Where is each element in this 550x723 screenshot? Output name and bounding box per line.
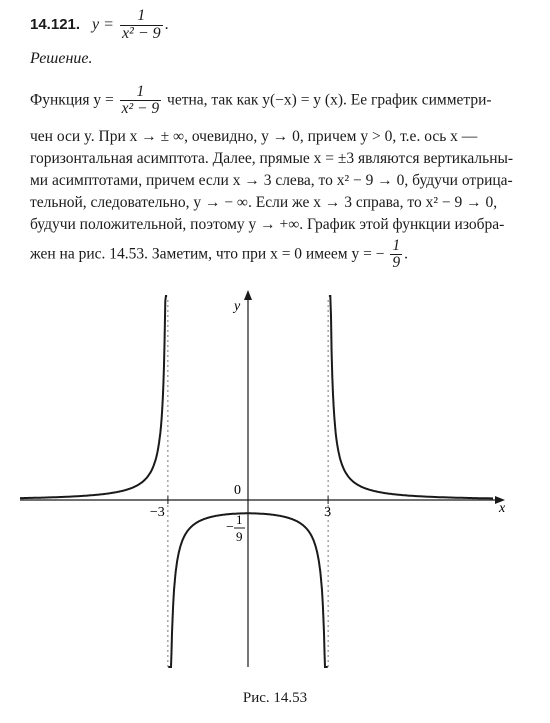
y-intercept-numerator: 1 — [236, 512, 243, 527]
problem-number: 14.121. — [30, 15, 81, 33]
text-line-7 — [30, 238, 408, 272]
text-line-1 — [30, 84, 492, 118]
line-1-denominator: x² − 9 — [121, 100, 160, 118]
y-axis-label: y — [234, 299, 241, 314]
text-line-2: чен оси y. При x → ± ∞, очевидно, y → 0, причем y > 0, т.е. ось x — — [30, 128, 478, 145]
line-7-denominator: 9 — [392, 254, 401, 272]
problem-fraction — [120, 8, 163, 43]
text-line-5: тельной, следовательно, y → − ∞. Если же x → 3 справа, то x² − 9 → 0, — [30, 194, 498, 211]
line-1-pre: Функция y = — [30, 91, 114, 109]
problem-denominator: x² − 9 — [121, 24, 161, 42]
tick-label-neg3: −3 — [149, 505, 165, 520]
line-7-post: . — [404, 245, 408, 263]
problem-lhs: y = — [92, 15, 114, 33]
y-intercept-minus: − — [226, 520, 234, 535]
text-line-6: будучи положительной, поэтому y → +∞. График этой функции изобра- — [30, 216, 505, 233]
x-axis-label: x — [499, 501, 506, 516]
curve-branch-left — [20, 296, 167, 498]
text-line-3: горизонтальная асимптота. Далее, прямые x = ±3 являются вертикальны- — [30, 150, 514, 167]
problem-header — [30, 8, 169, 43]
origin-label: 0 — [234, 483, 241, 498]
y-axis-arrow — [244, 290, 252, 300]
function-graph — [0, 282, 550, 682]
curve-branch-right — [329, 296, 493, 498]
line-7-pre: жен на рис. 14.53. Заметим, что при x = 0 имеем y = − — [30, 245, 385, 263]
text-line-4: ми асимптотами, причем если x → 3 слева, то x² − 9 → 0, будучи отрица- — [30, 172, 513, 189]
line-1-numerator: 1 — [120, 84, 162, 101]
line-1-fraction — [120, 84, 162, 118]
solution-label: Решение. — [30, 50, 93, 67]
figure-caption: Рис. 14.53 — [242, 690, 308, 706]
line-1-post: четна, так как y(−x) = y (x). Ее график симметри- — [163, 91, 492, 109]
problem-numerator: 1 — [120, 8, 163, 26]
line-7-fraction — [390, 238, 402, 272]
y-intercept-denominator: 9 — [236, 529, 243, 544]
line-7-numerator: 1 — [392, 237, 401, 254]
tick-label-pos3: 3 — [324, 505, 332, 520]
problem-tail: . — [164, 15, 169, 33]
